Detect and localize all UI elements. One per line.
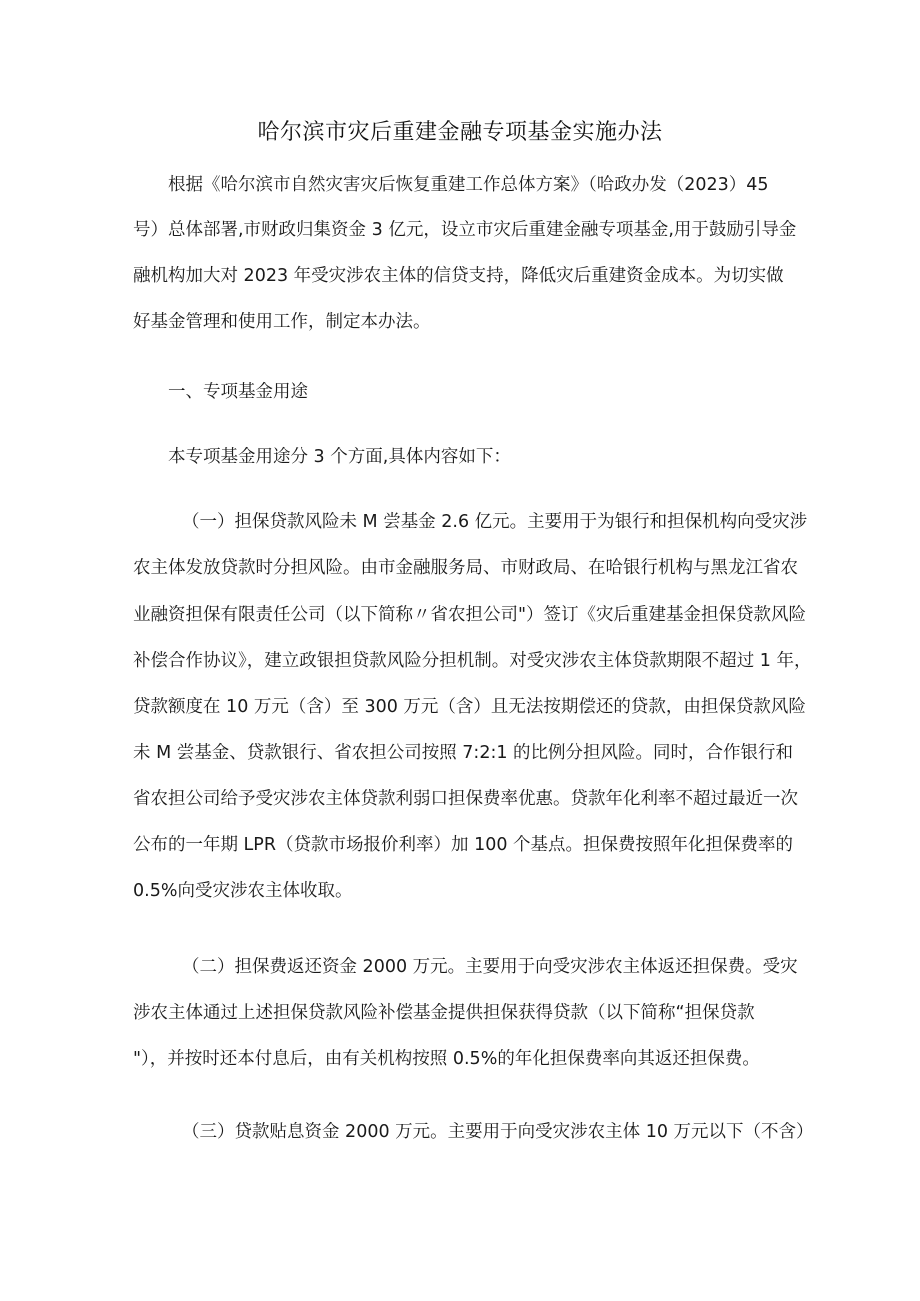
paragraph-line: （一）担保贷款风险未 M 尝基金 2.6 亿元。主要用于为银行和担保机构向受灾涉 [182,512,808,532]
document-title: 哈尔滨市灾后重建金融专项基金实施办法 [257,120,663,145]
paragraph-line: 贷款额度在 10 万元（含）至 300 万元（含）且无法按期偿还的贷款，由担保贷款风险 [133,697,806,717]
paragraph-line: 本专项基金用途分 3 个方面,具体内容如下： [168,447,511,467]
paragraph-line: "），并按时还本付息后，由有关机构按照 0.5%的年化担保费率向其返还担保费。 [133,1049,760,1069]
paragraph-line: 融机构加大对 2023 年受灾涉农主体的信贷支持，降低灾后重建资金成本。为切实做 [133,266,784,286]
paragraph-line: 根据《哈尔滨市自然灾害灾后恢复重建工作总体方案》（哈政办发（2023）45 [168,175,769,195]
paragraph-line: （三）贷款贴息资金 2000 万元。主要用于向受灾涉农主体 10 万元以下（不含） [182,1122,814,1142]
paragraph-line: 业融资担保有限责任公司（以下简称〃省农担公司"）签订《灾后重建基金担保贷款风险 [133,605,807,625]
paragraph-line: 省农担公司给予受灾涉农主体贷款利弱口担保费率优惠。贷款年化利率不超过最近一次 [133,789,798,809]
paragraph-line: 涉农主体通过上述担保贷款风险补偿基金提供担保获得贷款（以下简称“担保贷款 [133,1003,755,1023]
section-heading: 一、专项基金用途 [168,382,308,402]
paragraph-line: 补偿合作协议》，建立政银担贷款风险分担机制。对受灾涉农主体贷款期限不超过 1 年， [133,651,812,671]
paragraph-line: 公布的一年期 LPR（贷款市场报价利率）加 100 个基点。担保费按照年化担保费率的 [133,835,794,855]
paragraph-line: 好基金管理和使用工作，制定本办法。 [133,312,431,332]
paragraph-line: 农主体发放贷款时分担风险。由市金融服务局、市财政局、在哈银行机构与黑龙江省农 [133,558,798,578]
paragraph-line: 号）总体部署,市财政归集资金 3 亿元，设立市灾后重建金融专项基金,用于鼓励引导金 [133,220,797,240]
paragraph-line: 未 M 尝基金、贷款银行、省农担公司按照 7:2:1 的比例分担风险。同时，合作银行和 [133,743,794,763]
paragraph-line: （二）担保费返还资金 2000 万元。主要用于向受灾涉农主体返还担保费。受灾 [182,957,798,977]
paragraph-line: 0.5%向受灾涉农主体收取。 [133,881,353,901]
